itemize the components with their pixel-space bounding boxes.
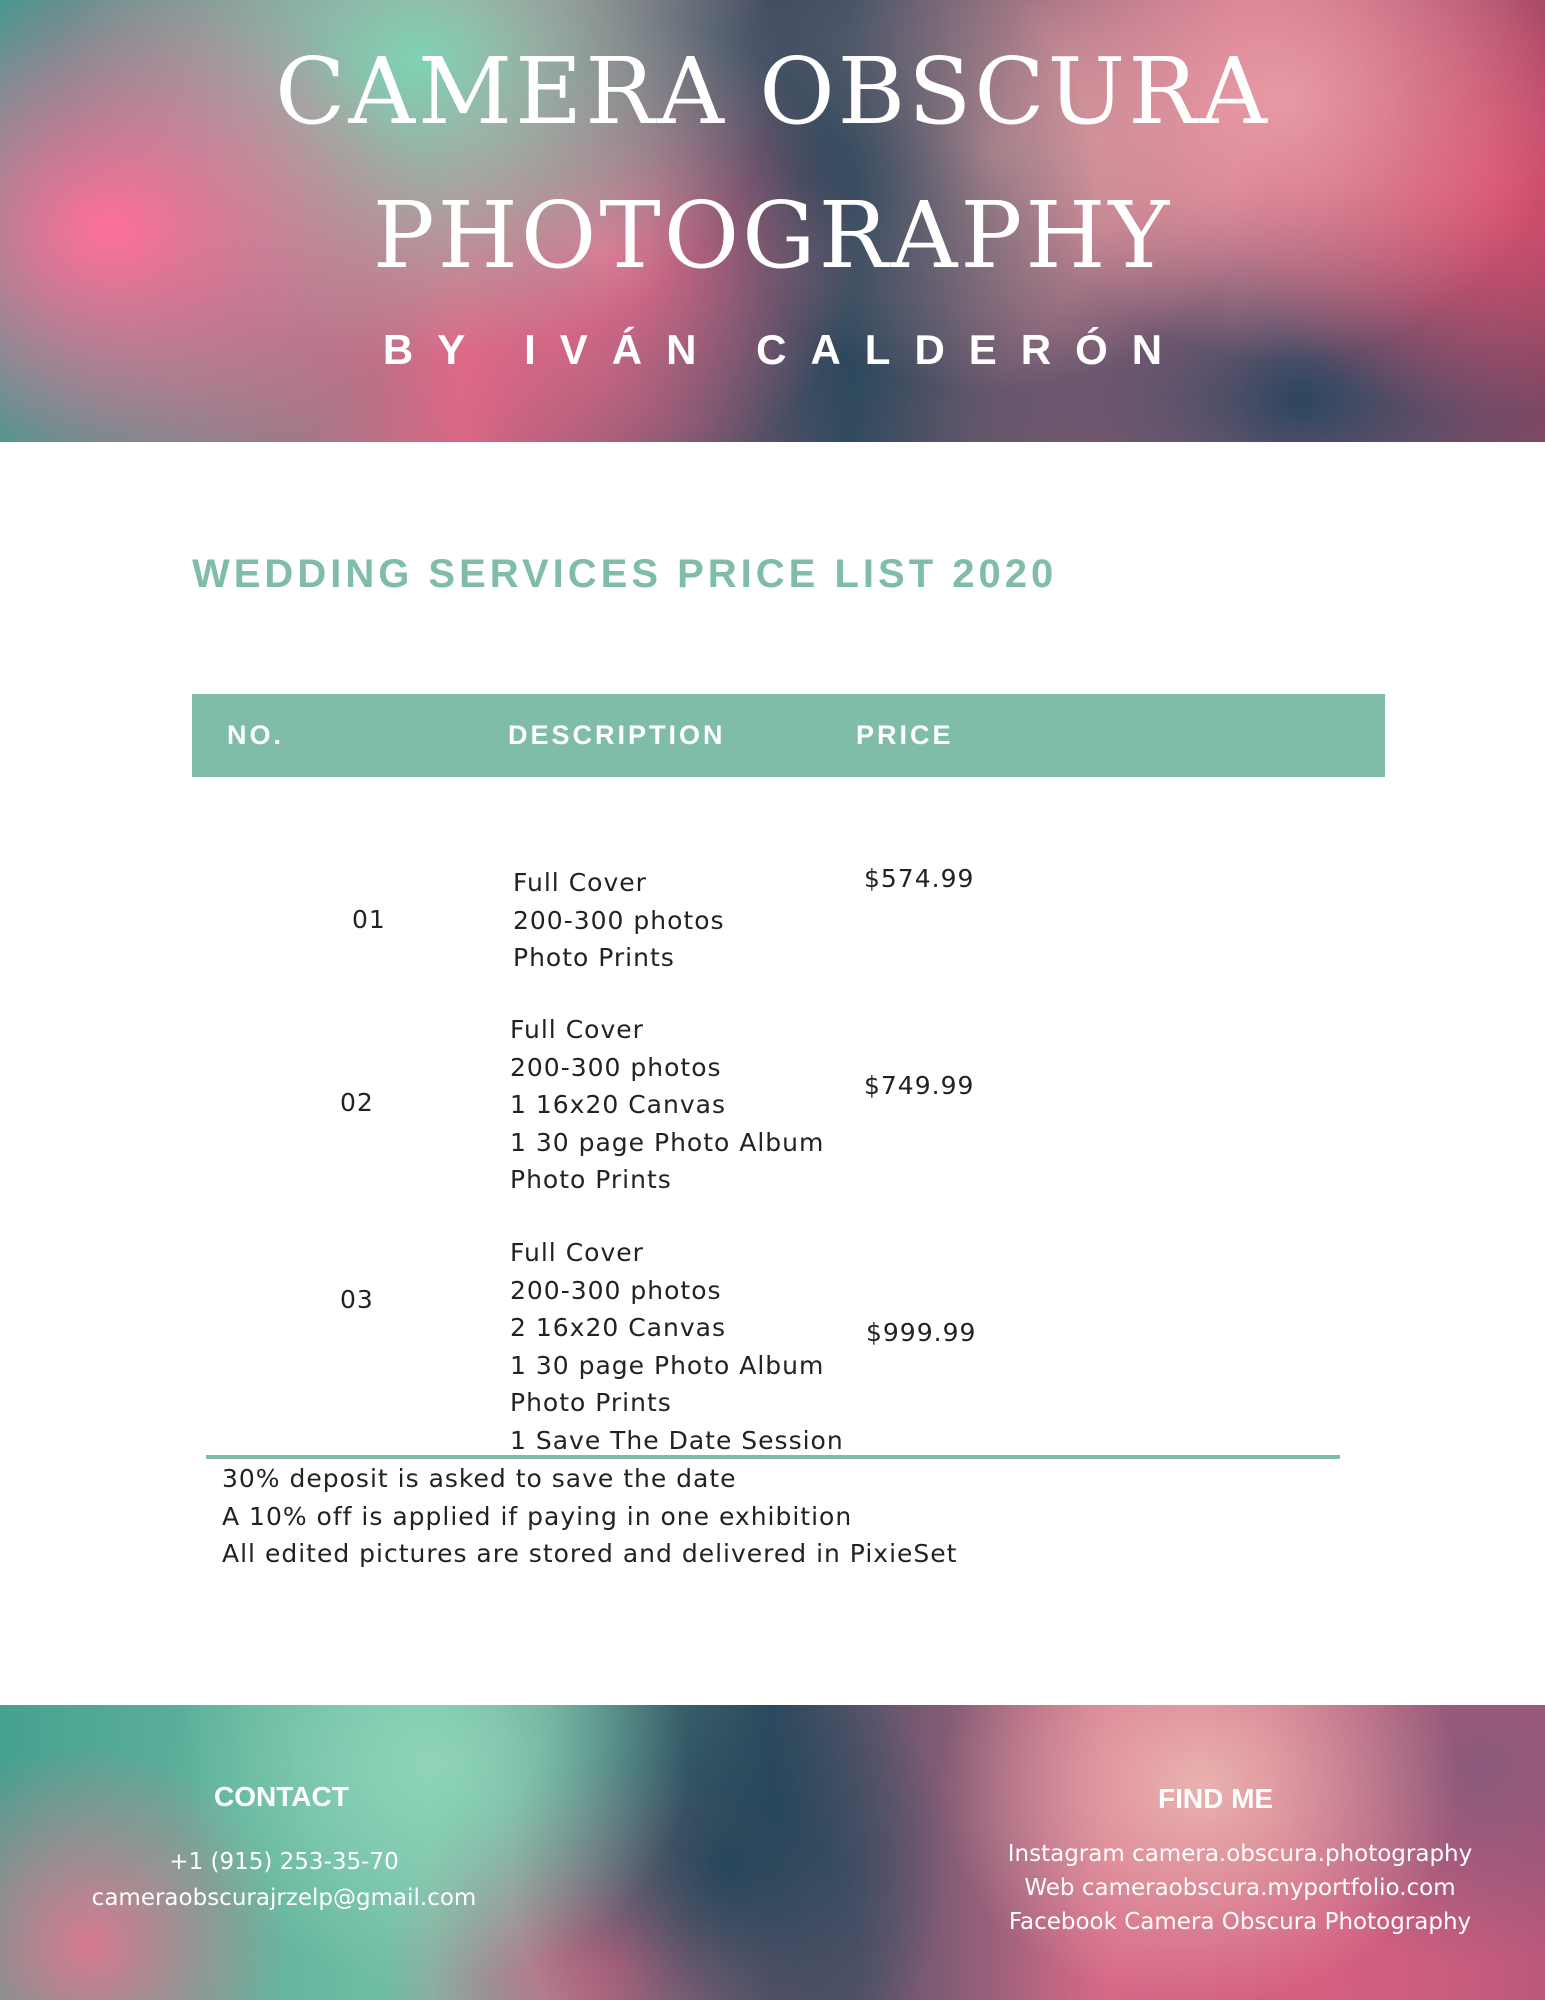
description-line: 200-300 photos (510, 1275, 722, 1305)
row-03-description (510, 1234, 844, 1459)
note-item: All edited pictures are stored and delivered in PixieSet (222, 1539, 958, 1568)
column-header-description: DESCRIPTION (508, 720, 726, 750)
description-line: 200-300 photos (513, 905, 725, 935)
row-01-price: $574.99 (864, 864, 975, 893)
contact-heading: CONTACT (214, 1781, 349, 1812)
description-line: 1 16x20 Canvas (510, 1090, 726, 1119)
header-banner (0, 0, 1545, 442)
description-line: Photo Prints (510, 1388, 672, 1417)
table-divider (206, 1455, 1340, 1459)
contact-email[interactable]: cameraobscurajrzelp@gmail.com (91, 1885, 477, 1911)
row-02-price: $749.99 (864, 1071, 975, 1100)
row-02-number: 02 (340, 1088, 374, 1117)
row-01-description (513, 864, 725, 977)
description-line: 2 16x20 Canvas (510, 1313, 726, 1342)
description-line: 1 30 page Photo Album (510, 1350, 825, 1380)
title-line-2: PHOTOGRAPHY (372, 182, 1173, 289)
description-line: Photo Prints (513, 943, 675, 972)
facebook-link[interactable]: Facebook Camera Obscura Photography (1008, 1909, 1472, 1935)
title-line-1: CAMERA OBSCURA (275, 38, 1270, 145)
web-link[interactable]: Web cameraobscura.myportfolio.com (1024, 1875, 1456, 1901)
note-item: 30% deposit is asked to save the date (222, 1464, 737, 1493)
description-line: Full Cover (513, 868, 647, 897)
column-header-price: PRICE (856, 720, 954, 750)
description-line: Photo Prints (510, 1165, 672, 1194)
row-02-description (510, 1011, 824, 1199)
description-line: Full Cover (510, 1238, 644, 1267)
table-header (192, 694, 1385, 777)
description-line: Full Cover (510, 1015, 644, 1044)
subtitle: BY IVÁN CALDERÓN (382, 326, 1187, 373)
find-me-heading: FIND ME (1158, 1783, 1274, 1814)
notes-list (222, 1460, 957, 1573)
row-01-number: 01 (352, 905, 386, 934)
column-header-no: NO. (227, 720, 285, 750)
row-03-number: 03 (340, 1285, 374, 1314)
description-line: 1 Save The Date Session (510, 1425, 844, 1455)
note-item: A 10% off is applied if paying in one exhibition (222, 1501, 853, 1531)
row-03-price: $999.99 (866, 1318, 977, 1347)
description-line: 1 30 page Photo Album (510, 1127, 825, 1157)
contact-phone[interactable]: +1 (915) 253-35-70 (169, 1849, 399, 1875)
instagram-link[interactable]: Instagram camera.obscura.photography (1007, 1841, 1473, 1867)
description-line: 200-300 photos (510, 1052, 722, 1082)
footer-banner (0, 1705, 1545, 2000)
section-title: WEDDING SERVICES PRICE LIST 2020 (192, 552, 1058, 596)
